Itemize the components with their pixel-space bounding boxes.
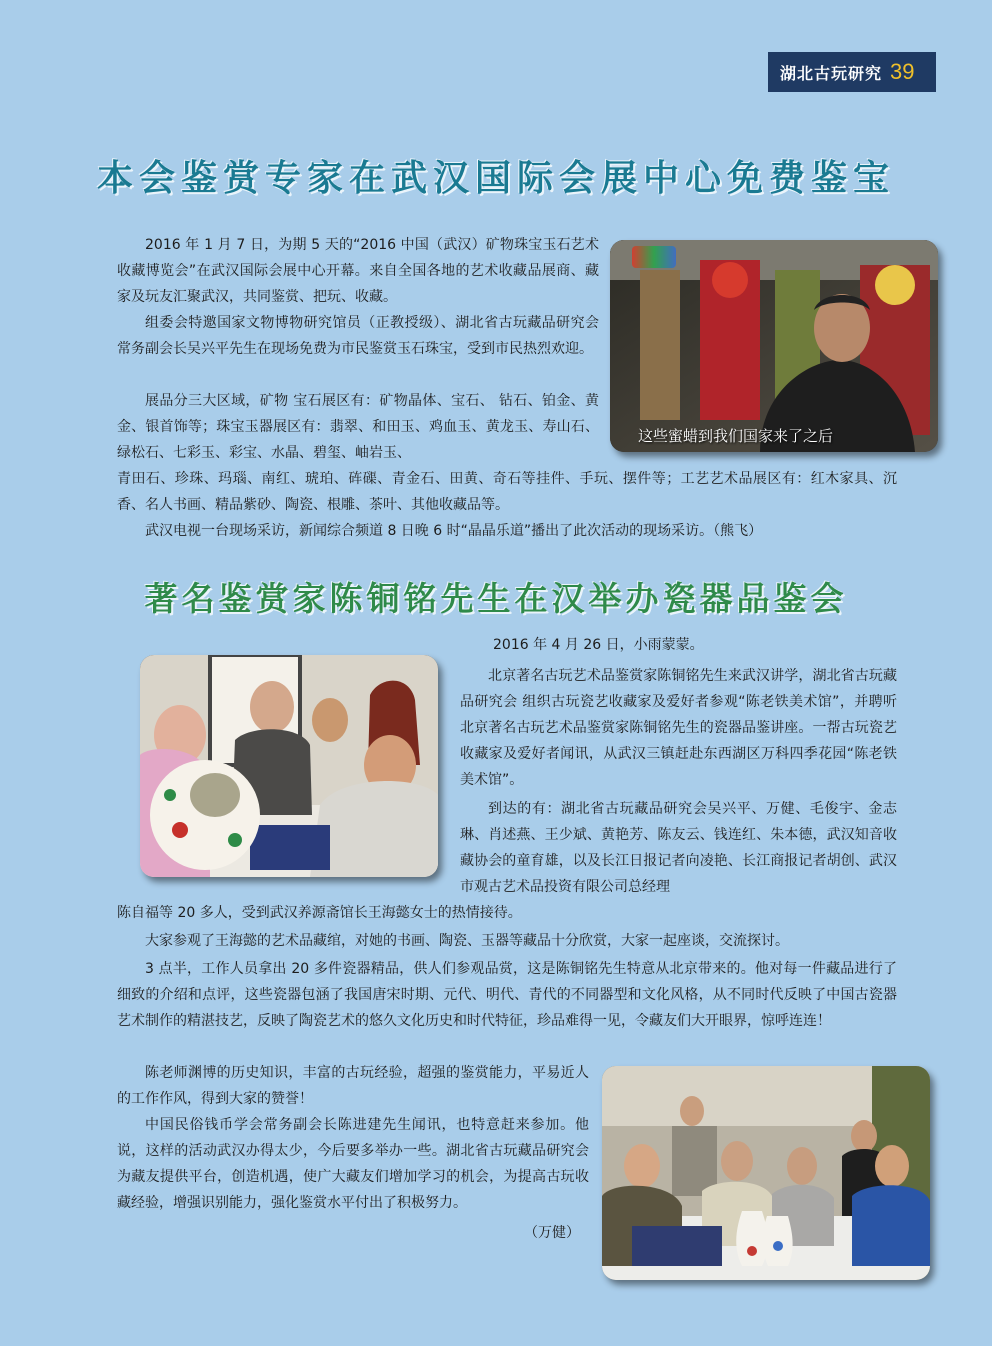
article2-paragraph-6: 陈老师渊博的历史知识，丰富的古玩经验，超强的鉴赏能力，平易近人的工作作风，得到大家的赞誉！ [117,1065,589,1107]
article1-paragraph-1: 2016 年 1 月 7 日，为期 5 天的“2016 中国（武汉）矿物珠宝玉石艺术收藏博览会”在武汉国际会展中心开幕。来自全国各地的艺术收藏品展商、藏家及玩友汇聚武汉，共同鉴赏、把玩、收藏。 [117,237,599,305]
article1-paragraph-3a: 展品分三大区域，矿物 宝石展区有：矿物晶体、宝石、 钻石、铂金、黄金、银首饰等；珠宝玉器展区有：翡翠、和田玉、鸡血玉、黄龙玉、寿山石、绿松石、七彩玉、彩宝、水晶、碧玺、岫岩玉、 [117,393,599,461]
magazine-name: 湖北古玩研究 [780,63,883,83]
article1-paragraph-3b: 青田石、珍珠、玛瑙、南红、琥珀、砗磲、青金石、田黄、奇石等挂件、手玩、摆件等；工艺艺术品展区有：红木家具、沉香、名人书画、精品紫砂、陶瓷、根雕、茶叶、其他收藏品等。 [117,471,897,513]
tv-interview-photo [610,240,938,452]
article2-paragraph-1: 2016 年 4 月 26 日，小雨蒙蒙。 [493,637,704,653]
page-number: 39 [890,59,915,84]
header-tab [768,52,936,92]
tv-station-logo [632,246,676,268]
article2-paragraph-3b: 陈自福等 20 多人，受到武汉养源斋馆长王海懿女士的热情接待。 [117,905,522,921]
article2-author: （万健） [524,1225,580,1241]
article1-paragraph-4: 武汉电视一台现场采访，新闻综合频道 8 日晚 6 时“晶晶乐道”播出了此次活动的现场采访。（熊飞） [145,523,763,539]
porcelain-examination-illustration [140,655,438,877]
article1-paragraph-2: 组委会特邀国家文物博物研究馆员（正教授级）、湖北省古玩藏品研究会常务副会长吴兴平先生在现场免费为市民鉴赏玉石珠宝，受到市民热烈欢迎。 [117,315,599,357]
article2-paragraph-4: 大家参观了王海懿的艺术品藏绾，对她的书画、陶瓷、玉器等藏品十分欣赏，大家一起座谈，交流探讨。 [145,933,789,949]
article1-title: 本会鉴赏专家在武汉国际会展中心免费鉴宝 [96,157,895,199]
article2-title: 著名鉴赏家陈铜铭先生在汉举办瓷器品鉴会 [144,579,848,618]
article2-paragraph-5: 3 点半，工作人员拿出 20 多件瓷器精品，供人们参观品赏，这是陈铜铭先生特意从北京带来的。他对每一件藏品进行了细致的介绍和点评，这些瓷器包涵了我国唐宋时期、元代、明代、青代的不同器型和文化风格，从不同时代反映了中国古瓷器艺术制作的精湛技艺，反映了陶瓷艺术的悠久文化历史和时代特征，珍品难得一见，令藏友们大开眼界，惊呼连连！ [117,961,897,1029]
group-meeting-photo [602,1066,930,1280]
article2-paragraph-7: 中国民俗钱币学会常务副会长陈进建先生闻讯，也特意赶来参加。他说，这样的活动武汉办得太少，今后要多举办一些。湖北省古玩藏品研究会为藏友提供平台，创造机遇，使广大藏友们增加学习的机会，为提高古玩收藏经验，增强识别能力，强化鉴赏水平付出了积极努力。 [117,1117,589,1211]
group-meeting-illustration [602,1066,930,1280]
tv-interview-illustration [610,240,938,452]
photo-caption: 这些蜜蜡到我们国家来了之后 [638,427,834,445]
article2-paragraph-3a: 到达的有：湖北省古玩藏品研究会吴兴平、万健、毛俊宇、金志琳、肖述燕、王少斌、黄艳芳、陈友云、钱连红、朱本德，武汉知音收藏协会的童育雄，以及长江日报记者向凌艳、长江商报记者胡创、武汉市观古艺术品投资有限公司总经理 [460,801,897,895]
article2-paragraph-2: 北京著名古玩艺术品鉴赏家陈铜铭先生来武汉讲学，湖北省古玩藏品研究会 组织古玩瓷艺收藏家及爱好者参观“陈老铁美术馆”，并聘听北京著名古玩艺术品鉴赏家陈铜铭先生的瓷器品鉴讲座。一帮古玩瓷艺收藏家及爱好者闻讯，从武汉三镇赶赴东西湖区万科四季花园“陈老铁美术馆”。 [460,668,897,788]
porcelain-examination-photo [140,655,438,877]
